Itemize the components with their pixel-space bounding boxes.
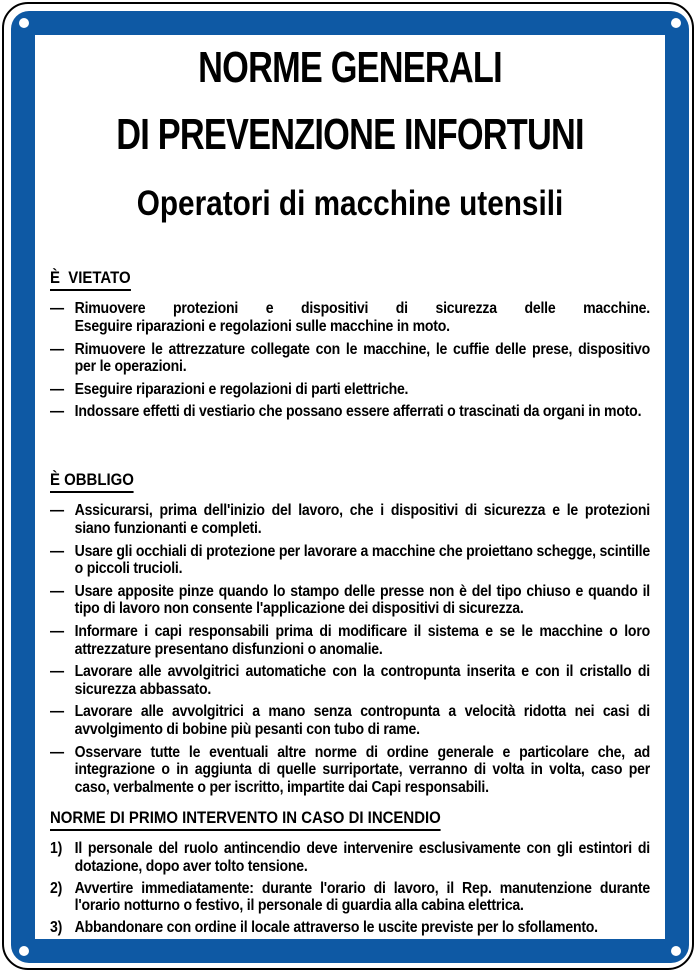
sign-title-line1: NORME GENERALI (198, 43, 502, 92)
item-text: Il personale del ruolo antincendio deve intervenire esclusivamente con gli estintori di dotazione, dopo aver tolto tensione. (74, 840, 650, 875)
section-obbligo (50, 470, 650, 801)
list-item (50, 543, 650, 578)
item-text: Usare apposite pinze quando lo stampo delle presse non è del tipo chiuso e quando il tipo di lavoro non consente l'applicazione dei dispositivi di sicurezza. (74, 582, 650, 618)
section-heading: È VIETATO (50, 268, 131, 291)
item-marker: — (50, 300, 64, 318)
item-text: Rimuovere le attrezzature collegate con le macchine, le cuffie delle prese, dispositivo per le operazioni. (74, 340, 650, 376)
list-item (50, 880, 650, 915)
item-marker: 1) (50, 840, 63, 858)
section-heading: NORME DI PRIMO INTERVENTO IN CASO DI INCENDIO (50, 808, 441, 831)
list-item (50, 703, 650, 738)
item-marker: 2) (50, 879, 63, 897)
mounting-hole-top-right (671, 18, 681, 28)
item-text: Abbandonare con ordine il locale attraverso le uscite previste per lo sfollamento. (74, 918, 598, 936)
section-vietato (50, 268, 650, 426)
item-marker: — (50, 340, 64, 358)
section-primo-intervento (50, 808, 650, 940)
list-item (50, 919, 650, 937)
item-text: Osservare tutte le eventuali altre norme di ordine generale e particolare che, ad integrazione o in aggiunta di quelle surriportate, verranno di volta in volta, caso per caso, verbalmente o per iscritto, impartite dai Capi responsabili. (74, 743, 650, 796)
item-text: Assicurarsi, prima dell'inizio del lavoro, che i dispositivi di sicurezza e le protezioni siano funzionanti e completi. (74, 502, 650, 537)
section-heading: È OBBLIGO (50, 470, 134, 493)
section-list (50, 840, 650, 936)
list-item (50, 583, 650, 618)
item-text: Lavorare alle avvolgitrici a mano senza contropunta a velocità ridotta nei casi di avvolgimento di bobine più pesanti con tubo di rame. (74, 703, 650, 738)
item-marker: — (50, 743, 64, 761)
section-list (50, 502, 650, 796)
item-marker: — (50, 542, 64, 560)
item-marker: — (50, 663, 64, 681)
item-text: Eseguire riparazioni e regolazioni di parti elettriche. (74, 380, 409, 398)
list-item (50, 840, 650, 875)
item-marker: — (50, 703, 64, 721)
list-item (50, 502, 650, 537)
mounting-hole-bottom-right (671, 946, 681, 956)
section-list (50, 300, 650, 421)
list-item (50, 381, 650, 399)
item-text: Informare i capi responsabili prima di modificare il sistema e se le macchine o loro attrezzature presentano disfunzioni o anomalie. (74, 622, 650, 658)
list-item (50, 341, 650, 376)
list-item (50, 300, 650, 335)
item-text: Rimuovere protezioni e dispositivi di sicurezza delle macchine. (74, 300, 650, 318)
item-marker: — (50, 403, 64, 421)
mounting-hole-bottom-left (19, 946, 29, 956)
item-marker: — (50, 380, 64, 398)
item-text: Usare gli occhiali di protezione per lavorare a macchine che proiettano schegge, scintille o piccoli trucioli. (74, 542, 650, 578)
item-marker: — (50, 622, 64, 640)
item-marker: 3) (50, 918, 63, 936)
sign-subtitle: Operatori di macchine utensili (136, 184, 564, 223)
list-item (50, 623, 650, 658)
item-text: Lavorare alle avvolgitrici automatiche con la contropunta inserita e con il cristallo di sicurezza abbassato. (74, 663, 650, 698)
item-marker: — (50, 582, 64, 600)
item-marker: — (50, 502, 64, 520)
item-text: Avvertire immediatamente: durante l'orario di lavoro, il Rep. manutenzione durante l'orario notturno o festivo, il personale di guardia alla cabina elettrica. (74, 879, 650, 915)
list-item (50, 663, 650, 698)
item-text: Eseguire riparazioni e regolazioni sulle macchine in moto. (74, 317, 450, 335)
sign-content (50, 0, 650, 977)
mounting-hole-top-left (19, 18, 29, 28)
list-item (50, 403, 650, 421)
sign-title-line2: DI PREVENZIONE INFORTUNI (116, 110, 584, 159)
list-item (50, 744, 650, 797)
item-text: Indossare effetti di vestiario che possano essere afferrati o trascinati da organi in moto. (74, 403, 642, 421)
